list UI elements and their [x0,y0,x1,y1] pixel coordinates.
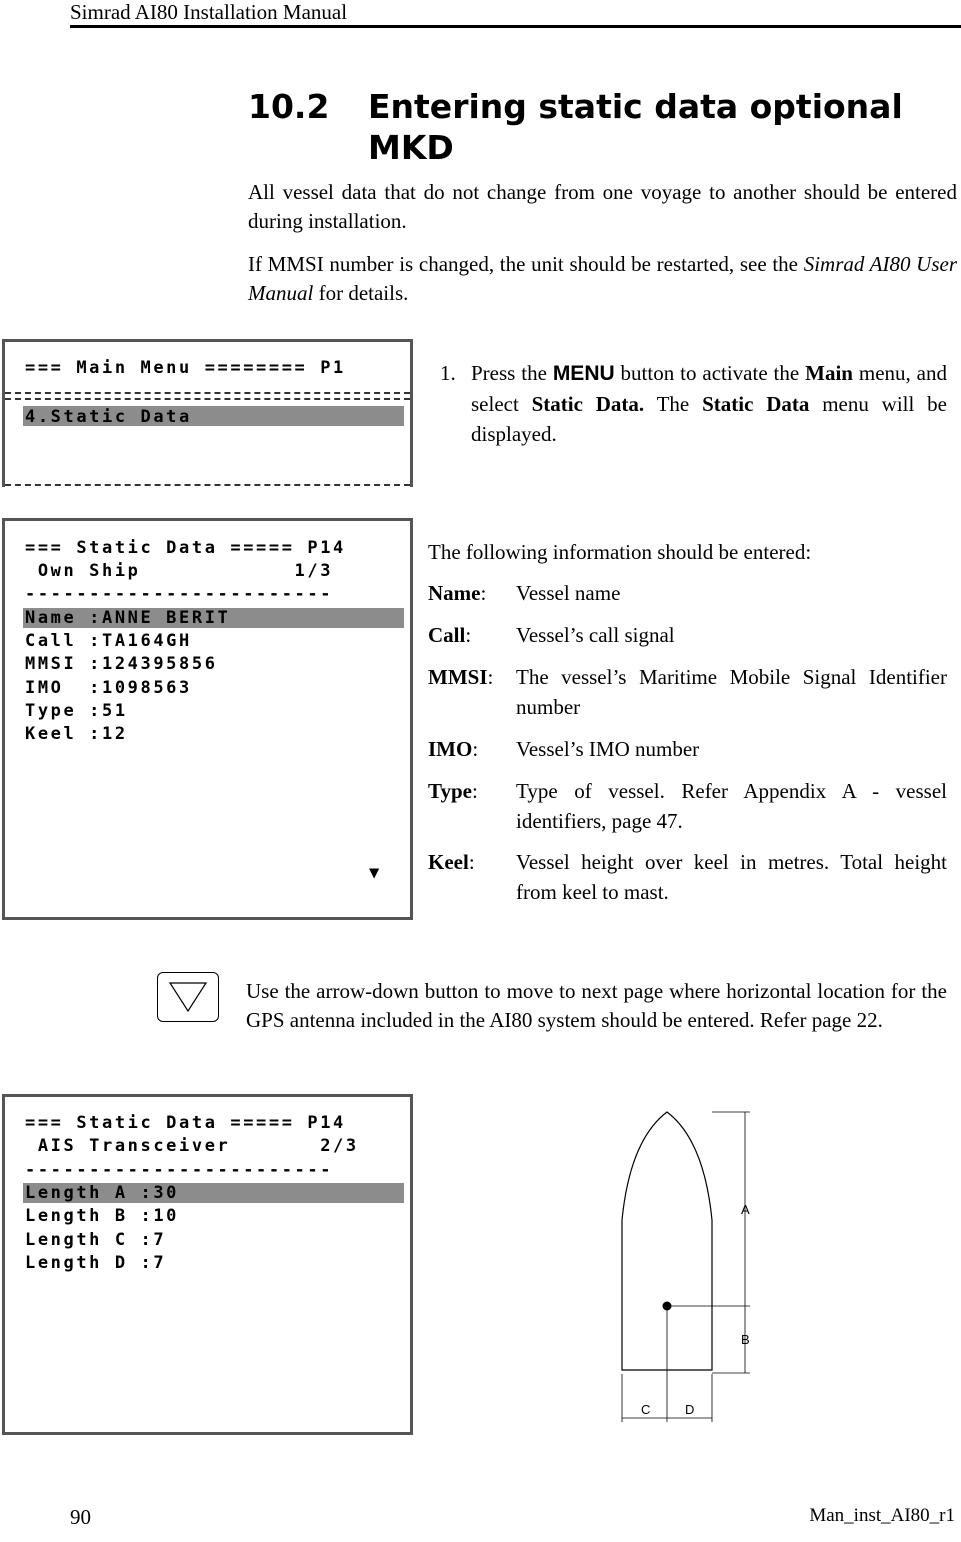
def-mmsi: MMSI: The vessel’s Maritime Mobile Signal Identifier number [428,665,947,719]
def-keel: Keel: Vessel height over keel in metres. Total height from keel to mast. [428,850,947,904]
lcd-rule: ------------------------ [25,1160,334,1180]
lcd-menu-item-static-data[interactable]: 4.Static Data [25,407,192,427]
def-imo: IMO: Vessel’s IMO number [428,737,700,761]
user-manual-ref: Simrad AI80 User Manual [248,252,957,305]
lcd-field-length-a[interactable]: Length A :30 [25,1183,180,1203]
lcd-field-length-c[interactable]: Length C :7 [25,1230,167,1250]
definitions-intro: The following information should be entered: [428,540,812,564]
arrow-down-button[interactable] [157,972,219,1022]
step-text: Press the MENU button to activate the Main menu, and select Static Data. The Static Data menu will be displayed. [471,361,948,446]
label-b: B [741,1332,750,1347]
lcd-field-length-d[interactable]: Length D :7 [25,1253,167,1273]
lcd-subtitle: Own Ship 1/3 [25,561,334,581]
lcd-ais-transceiver [2,1094,413,1435]
lcd-divider [5,392,410,394]
lcd-own-ship [2,518,413,920]
intro-paragraph: All vessel data that do not change from one voyage to another should be entered during installation. [248,180,957,233]
lcd-field-type[interactable]: Type :51 [25,701,128,721]
lcd-main-menu [2,339,413,487]
lcd-divider [5,398,410,400]
section-number: 10.2 [248,87,330,126]
arrow-down-icon [158,973,218,1021]
menu-key: MENU [552,362,615,385]
def-type: Type: Type of vessel. Refer Appendix A - vessel identifiers, page 47. [428,779,947,833]
step-number: 1. [440,361,456,385]
lcd-field-name[interactable]: Name :ANNE BERIT [25,608,231,628]
vessel-antenna-diagram [600,1100,780,1440]
arrow-note: Use the arrow-down button to move to next page where horizontal location for the GPS antenna included in the AI80 system should be entered. Refer page 22. [246,979,947,1032]
section-title: Entering static data optional MKD [368,87,903,167]
def-call: Call: Vessel’s call signal [428,623,675,647]
running-header: Simrad AI80 Installation Manual [70,0,348,24]
lcd-field-keel[interactable]: Keel :12 [25,724,128,744]
lcd-title: === Main Menu ======== P1 [25,358,346,378]
label-c: C [641,1402,651,1417]
lcd-field-mmsi[interactable]: MMSI :124395856 [25,654,218,674]
restart-paragraph: If MMSI number is changed, the unit should be restarted, see the Simrad AI80 User Manual for details. [248,252,957,305]
scroll-down-icon: ▼ [369,863,380,883]
lcd-title: === Static Data ===== P14 [25,1113,346,1133]
def-name: Name: Vessel name [428,581,621,605]
header-rule [70,25,961,28]
lcd-title: === Static Data ===== P14 [25,538,346,558]
document-id: Man_inst_AI80_r1 [809,1505,955,1526]
page-number: 90 [70,1505,91,1529]
step-1 [440,358,947,449]
label-a: A [741,1202,750,1217]
lcd-subtitle: AIS Transceiver 2/3 [25,1136,359,1156]
lcd-field-length-b[interactable]: Length B :10 [25,1206,180,1226]
lcd-field-call[interactable]: Call :TA164GH [25,631,192,651]
lcd-field-imo[interactable]: IMO :1098563 [25,678,192,698]
label-d: D [685,1402,695,1417]
gps-antenna-point [663,1302,672,1311]
lcd-divider [5,484,410,486]
lcd-rule: ------------------------ [25,584,334,604]
